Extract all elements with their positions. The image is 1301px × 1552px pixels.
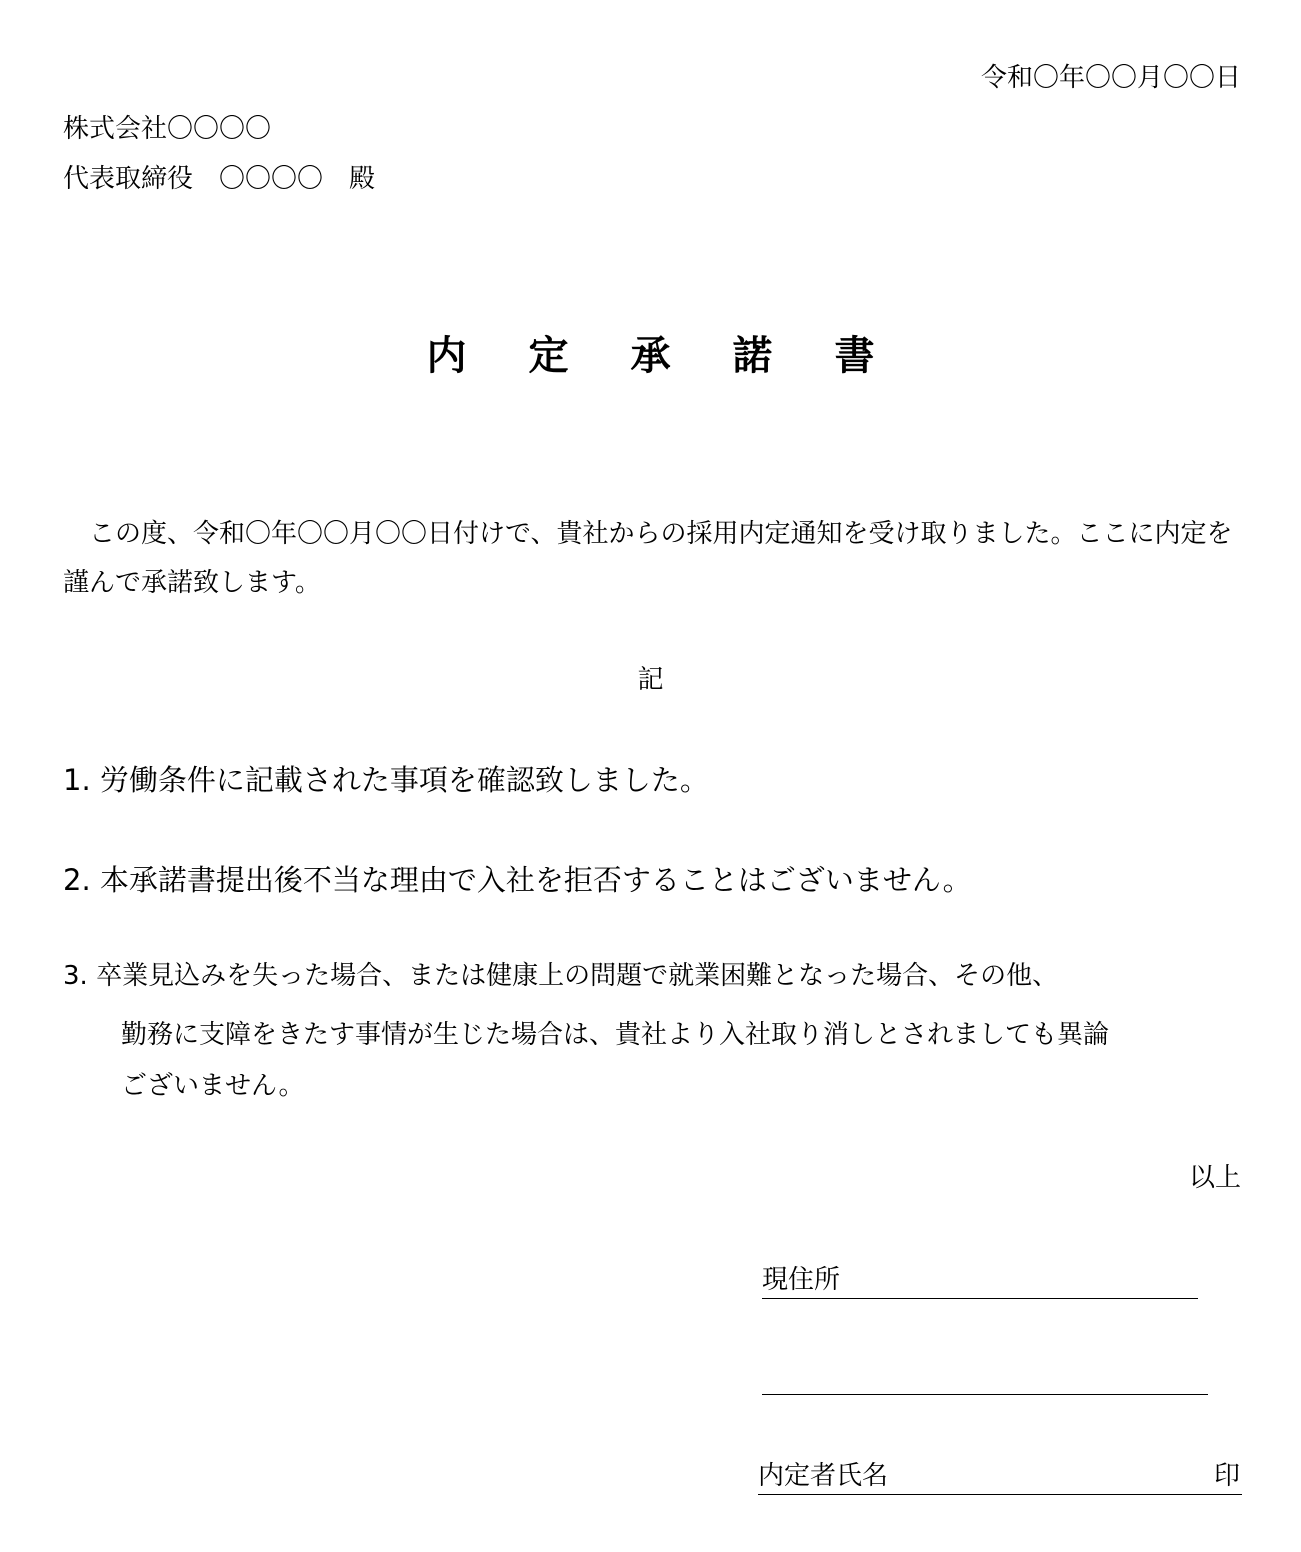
name-field [758,1458,1242,1495]
address-second-line [762,1358,1208,1395]
list-item-2: 2. 本承諾書提出後不当な理由で入社を拒否することはございません。 [63,863,972,897]
list-item-3-continued: 勤務に支障をきたす事情が生じた場合は、貴社より入社取り消しとされましても異論ございません。 [121,1020,1110,1101]
document-title: 内定承諾書 [426,333,937,379]
list-item-3: 3. 卒業見込みを失った場合、または健康上の問題で就業困難となった場合、その他、 [63,961,1059,991]
ijou-closing: 以上 [1188,1163,1241,1193]
seal-mark: 印 [1213,1461,1240,1491]
address-field [762,1262,1198,1299]
document-date: 令和〇年〇〇月〇〇日 [980,63,1241,93]
list-item-1: 1. 労働条件に記載された事項を確認致しました。 [63,763,709,797]
address-label: 現住所 [762,1265,841,1295]
body-paragraph: この度、令和〇年〇〇月〇〇日付けで、貴社からの採用内定通知を受け取りました。ここに内定を謹んで承諾致します。 [63,519,1233,598]
recipient-representative: 代表取締役 〇〇〇〇 殿 [63,164,376,194]
ki-heading: 記 [637,665,664,695]
recipient-company: 株式会社〇〇〇〇 [63,114,272,144]
name-label: 内定者氏名 [758,1461,889,1491]
